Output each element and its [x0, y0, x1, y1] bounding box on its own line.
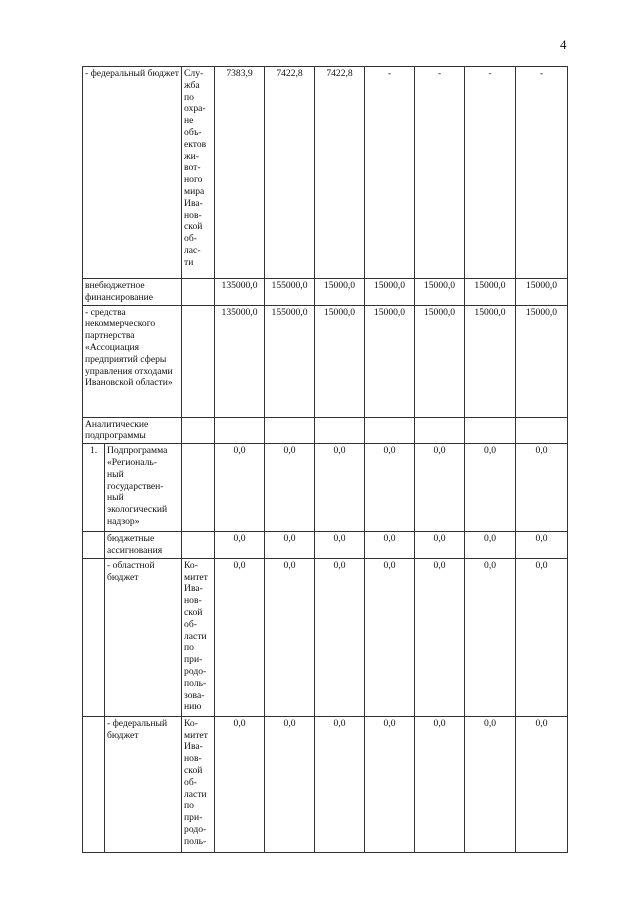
budget-table-body	[83, 67, 568, 853]
row-name: - федеральный бюджет	[105, 716, 182, 852]
row-name: - областной бюджет	[105, 558, 182, 716]
row-value: 0,0	[415, 444, 465, 532]
row-value: 15000,0	[315, 279, 365, 306]
row-value: 0,0	[465, 716, 516, 852]
row-value: -	[516, 67, 568, 279]
row-value: 0,0	[415, 558, 465, 716]
row-value: -	[415, 67, 465, 279]
row-value: 0,0	[265, 716, 315, 852]
row-value: 0,0	[365, 444, 415, 532]
row-value	[415, 417, 465, 444]
row-value: 0,0	[465, 558, 516, 716]
table-row	[83, 279, 568, 306]
row-value: 7383,9	[215, 67, 265, 279]
row-value: 15000,0	[365, 305, 415, 417]
row-value: 155000,0	[265, 305, 315, 417]
row-executor	[182, 279, 215, 306]
table-row	[83, 67, 568, 279]
table-row	[83, 305, 568, 417]
row-value: 135000,0	[215, 305, 265, 417]
row-value: 0,0	[465, 444, 516, 532]
row-value: 15000,0	[516, 279, 568, 306]
row-value: 0,0	[315, 558, 365, 716]
row-value: 0,0	[516, 716, 568, 852]
row-number	[83, 716, 105, 852]
row-value: 0,0	[215, 444, 265, 532]
row-value	[516, 417, 568, 444]
row-executor: Ко- митет Ива- нов- ской об- ласти по при- родо- поль-	[182, 716, 215, 852]
table-row	[83, 444, 568, 532]
row-number	[83, 532, 105, 559]
row-value: 0,0	[215, 532, 265, 559]
row-value: -	[365, 67, 415, 279]
row-value: 0,0	[315, 532, 365, 559]
row-value: 7422,8	[315, 67, 365, 279]
row-name: бюджетные ассигнования	[105, 532, 182, 559]
row-value: 15000,0	[365, 279, 415, 306]
row-value: 0,0	[516, 444, 568, 532]
row-name: Аналитические подпрограммы	[83, 417, 182, 444]
row-value: 15000,0	[415, 279, 465, 306]
row-value: 15000,0	[516, 305, 568, 417]
row-value	[265, 417, 315, 444]
budget-table	[82, 66, 568, 853]
table-row	[83, 558, 568, 716]
row-number: 1.	[83, 444, 105, 532]
row-executor	[182, 417, 215, 444]
row-value: 15000,0	[465, 279, 516, 306]
row-executor	[182, 532, 215, 559]
table-row	[83, 716, 568, 852]
row-value: 0,0	[265, 444, 315, 532]
row-value: 155000,0	[265, 279, 315, 306]
row-value: 0,0	[365, 716, 415, 852]
table-row	[83, 532, 568, 559]
row-name: - средства некоммерческого партнерства «Ассоциация предприятий сферы управления отходами Ивановской области»	[83, 305, 182, 417]
row-executor: Слу- жба по охра- не объ- ектов жи- вот- ного мира Ива- нов- ской об- лас- ти	[182, 67, 215, 279]
row-value	[365, 417, 415, 444]
row-executor	[182, 444, 215, 532]
row-value: 0,0	[415, 716, 465, 852]
row-value: 0,0	[465, 532, 516, 559]
row-value: 0,0	[215, 716, 265, 852]
row-executor: Ко- митет Ива- нов- ской об- ласти по при- родо- поль- зова- нию	[182, 558, 215, 716]
row-value: 0,0	[516, 532, 568, 559]
row-value: 15000,0	[315, 305, 365, 417]
row-name: внебюджетное финансирование	[83, 279, 182, 306]
row-value	[315, 417, 365, 444]
row-number	[83, 558, 105, 716]
row-value: 0,0	[215, 558, 265, 716]
row-value: 15000,0	[465, 305, 516, 417]
row-value: 0,0	[265, 558, 315, 716]
row-value	[215, 417, 265, 444]
row-value: 0,0	[265, 532, 315, 559]
row-executor	[182, 305, 215, 417]
row-value: 135000,0	[215, 279, 265, 306]
row-value: 0,0	[516, 558, 568, 716]
row-value: 15000,0	[415, 305, 465, 417]
row-value: 0,0	[365, 558, 415, 716]
row-name: Подпрограмма «Региональ- ный государствен- ный экологический надзор»	[105, 444, 182, 532]
page-number: 4	[560, 37, 567, 52]
row-value: 0,0	[315, 716, 365, 852]
row-value: 0,0	[315, 444, 365, 532]
row-value: 0,0	[365, 532, 415, 559]
row-value: 7422,8	[265, 67, 315, 279]
table-row	[83, 417, 568, 444]
row-value	[465, 417, 516, 444]
row-value: 0,0	[415, 532, 465, 559]
row-value: -	[465, 67, 516, 279]
row-name: - федеральный бюджет	[83, 67, 182, 279]
